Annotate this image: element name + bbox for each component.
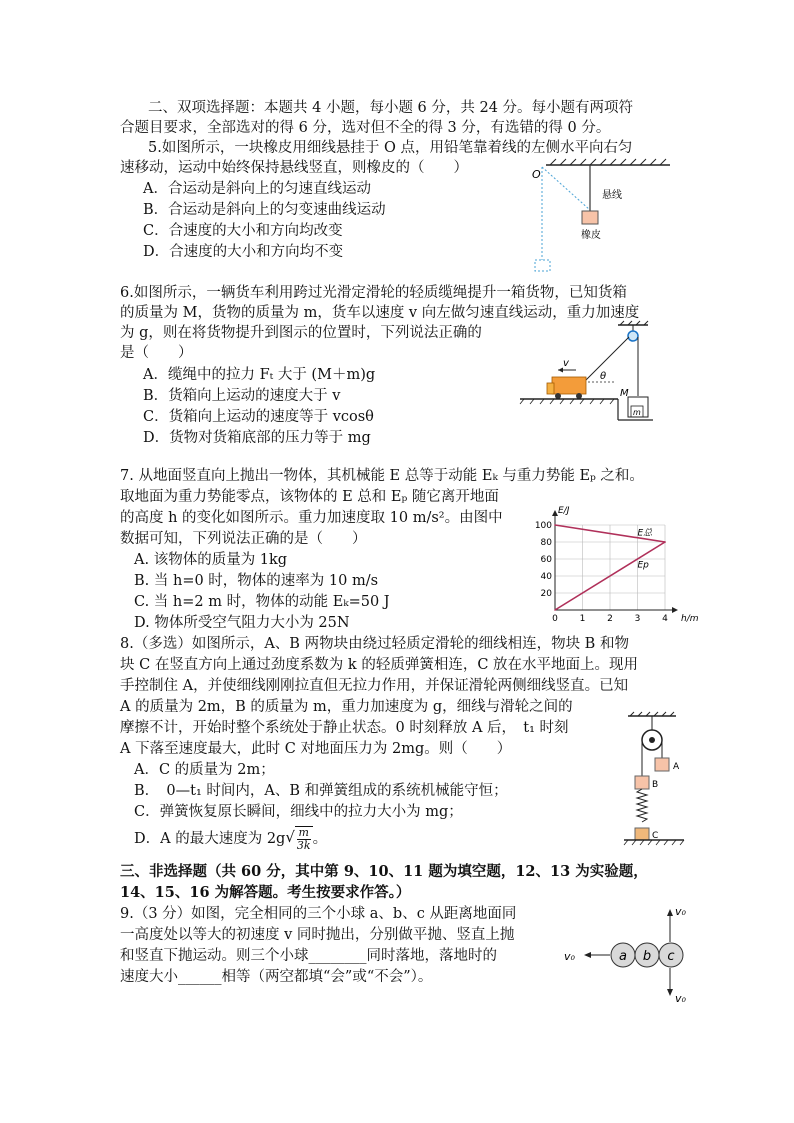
q5-option-d: D．合速度的大小和方向均不变 [143, 244, 344, 260]
x-tick-label: 2 [607, 614, 613, 624]
fraction-numerator: m [298, 826, 309, 839]
q8-stem-line1: 8.（多选）如图所示，A、B 两物块由绕过轻质定滑轮的细线相连，物块 B 和物 [120, 636, 629, 652]
label-string: 悬线 [602, 190, 622, 201]
label-cargo-m: m [633, 408, 641, 417]
q8-stem-line6: A 下落至速度最大，此时 C 对地面压力为 2mg。则（ ） [120, 741, 512, 757]
q7-option-a: A. 该物体的质量为 1kg [134, 552, 288, 568]
q8-stem-line3: 手控制住 A，并使细线刚刚拉直但无拉力作用，并保证滑轮两侧细线竖直。已知 [120, 678, 629, 694]
arrow-up-icon [667, 909, 673, 916]
q7-stem-line2: 取地面为重力势能零点，该物体的 E 总和 Eₚ 随它离开地面 [120, 489, 499, 505]
q8-option-d [134, 826, 327, 852]
x-tick-label: 0 [552, 614, 558, 624]
q9-figure [560, 900, 700, 1010]
q7-stem-line1: 7. 从地面竖直向上抛出一物体，其机械能 E 总等于动能 Eₖ 与重力势能 Eₚ 之和。 [120, 468, 644, 484]
label-ball-c: c [667, 949, 675, 964]
section-3-title-line2: 14、15、16 为解答题。考生按要求作答。） [120, 884, 411, 901]
q9-stem-line3: 和竖直下抛运动。则三个小球________同时落地，落地时的 [120, 948, 497, 964]
q5-figure [520, 150, 680, 275]
q8-option-c: C．弹簧恢复原长瞬间，细线中的拉力大小为 mg； [134, 804, 463, 820]
y-tick-label: 40 [540, 572, 552, 582]
label-c: C [652, 831, 659, 841]
series-point [664, 541, 666, 543]
section-2-title-line2: 合题目要求，全部选对的得 6 分，选对但不全的得 3 分，有选错的得 0 分。 [120, 120, 611, 136]
x-tick-label: 4 [662, 614, 668, 624]
y-tick-label: 60 [540, 555, 552, 565]
q7-stem-line4: 数据可知，下列说法正确的是（ ） [120, 531, 367, 547]
legend-e-total: E总 [637, 528, 653, 539]
block-b [635, 776, 649, 789]
q5-option-c: C．合速度的大小和方向均改变 [143, 223, 343, 239]
label-ball-a: a [619, 949, 627, 964]
rope-slanted [584, 337, 629, 382]
label-ball-b: b [642, 949, 652, 964]
q7-option-b: B. 当 h=0 时，物体的速率为 10 m/s [134, 573, 379, 589]
section-2-title-line1: 二、双项选择题：本题共 4 小题，每小题 6 分，共 24 分。每小题有两项符 [148, 100, 634, 116]
dashed-path-line [542, 167, 590, 210]
q8-option-d-end: 。 [312, 831, 328, 847]
q8-option-a: A．C 的质量为 2m； [134, 762, 275, 778]
dashed-eraser [535, 260, 550, 271]
label-crate-M: M [620, 388, 629, 399]
sqrt-icon: √ [285, 828, 295, 846]
y-tick-label: 80 [540, 538, 552, 548]
q8-stem-line2: 块 C 在竖直方向上通过劲度系数为 k 的轻质弹簧相连，C 放在水平地面上。现用 [120, 657, 639, 673]
eraser-icon [582, 211, 598, 224]
arrow-left-icon [584, 952, 591, 958]
q6-figure [518, 320, 668, 425]
label-b: B [652, 780, 659, 790]
q7-energy-chart [530, 505, 699, 627]
label-eraser: 橡皮 [581, 230, 601, 241]
q7-option-c: C. 当 h=2 m 时，物体的动能 Eₖ=50 J [134, 594, 390, 610]
x-tick-label: 3 [634, 614, 641, 624]
arrow-down-icon [667, 989, 673, 996]
q5-option-a: A．合运动是斜向上的匀速直线运动 [143, 181, 371, 197]
truck-icon [552, 377, 586, 394]
label-v0-up: v₀ [675, 905, 686, 918]
block-c [635, 828, 649, 840]
label-o: O [532, 168, 541, 181]
q6-stem-line1: 6.如图所示，一辆货车利用跨过光滑定滑轮的轻质缆绳提升一箱货物，已知货箱 [120, 285, 627, 301]
q5-stem-line2: 速移动，运动中始终保持悬线竖直，则橡皮的（ ） [120, 160, 468, 176]
block-a [655, 758, 669, 771]
label-v: v [563, 358, 569, 369]
q8-stem-line5: 摩擦不计，开始时整个系统处于静止状态。0 时刻释放 A 后， t₁ 时刻 [120, 720, 569, 736]
q8-stem-line4: A 的质量为 2m，B 的质量为 m，重力加速度为 g，细线与滑轮之间的 [120, 699, 573, 715]
q5-stem-line1: 5.如图所示，一块橡皮用细线悬挂于 O 点，用铅笔靠着线的左侧水平向右匀 [148, 140, 633, 156]
q9-stem-line4: 速度大小______相等（两空都填“会”或“不会”）。 [120, 969, 433, 985]
q6-option-d: D．货物对货箱底部的压力等于 mg [143, 430, 371, 446]
q8-figure [620, 710, 700, 850]
y-axis-label: E/J [558, 506, 570, 516]
series-point [554, 609, 556, 611]
label-a: A [673, 762, 680, 772]
q6-option-c: C．货箱向上运动的速度等于 vcosθ [143, 409, 374, 425]
label-v0-left: v₀ [564, 950, 575, 963]
q9-stem-line2: 一高度处以等大的初速度 v 同时抛出，分别做平抛、竖直上抛 [120, 927, 515, 943]
q7-stem-line3: 的高度 h 的变化如图所示。重力加速度取 10 m/s²。由图中 [120, 510, 503, 526]
y-tick-label: 100 [534, 521, 552, 531]
x-axis-arrow-icon [672, 607, 678, 613]
legend-ep: Ep [637, 560, 649, 571]
q6-stem-line3: 为 g，则在将货物提升到图示的位置时，下列说法正确的 [120, 325, 482, 341]
q6-stem-line2: 的质量为 M，货物的质量为 m，货车以速度 v 向左做匀速直线运动，重力加速度 [120, 305, 640, 321]
spring-icon [637, 789, 647, 822]
series-point [554, 524, 556, 526]
q6-stem-line4: 是（ ） [120, 345, 193, 361]
q8-option-b: B． 0—t₁ 时间内，A、B 和弹簧组成的系统机械能守恒； [134, 783, 508, 799]
section-3-title-line1: 三、非选择题（共 60 分，其中第 9、10、11 题为填空题，12、13 为实验题， [120, 863, 648, 880]
q6-option-a: A．缆绳中的拉力 Fₜ 大于 (M＋m)g [143, 367, 376, 383]
x-tick-label: 1 [579, 614, 586, 624]
label-v0-down: v₀ [675, 992, 686, 1005]
fraction-denominator: 3k [296, 839, 311, 852]
label-theta: θ [600, 371, 607, 382]
y-tick-label: 20 [540, 589, 552, 599]
q8-option-d-text: D．A 的最大速度为 2g [134, 831, 286, 847]
pulley-icon [628, 331, 638, 341]
q9-stem-line1: 9.（3 分）如图，完全相同的三个小球 a、b、c 从距离地面同 [120, 906, 517, 922]
x-axis-label: h/m [681, 614, 699, 624]
q6-option-b: B．货箱向上运动的速度大于 v [143, 388, 341, 404]
q5-option-b: B．合运动是斜向上的匀变速曲线运动 [143, 202, 386, 218]
q7-option-d: D. 物体所受空气阻力大小为 25N [134, 615, 350, 631]
